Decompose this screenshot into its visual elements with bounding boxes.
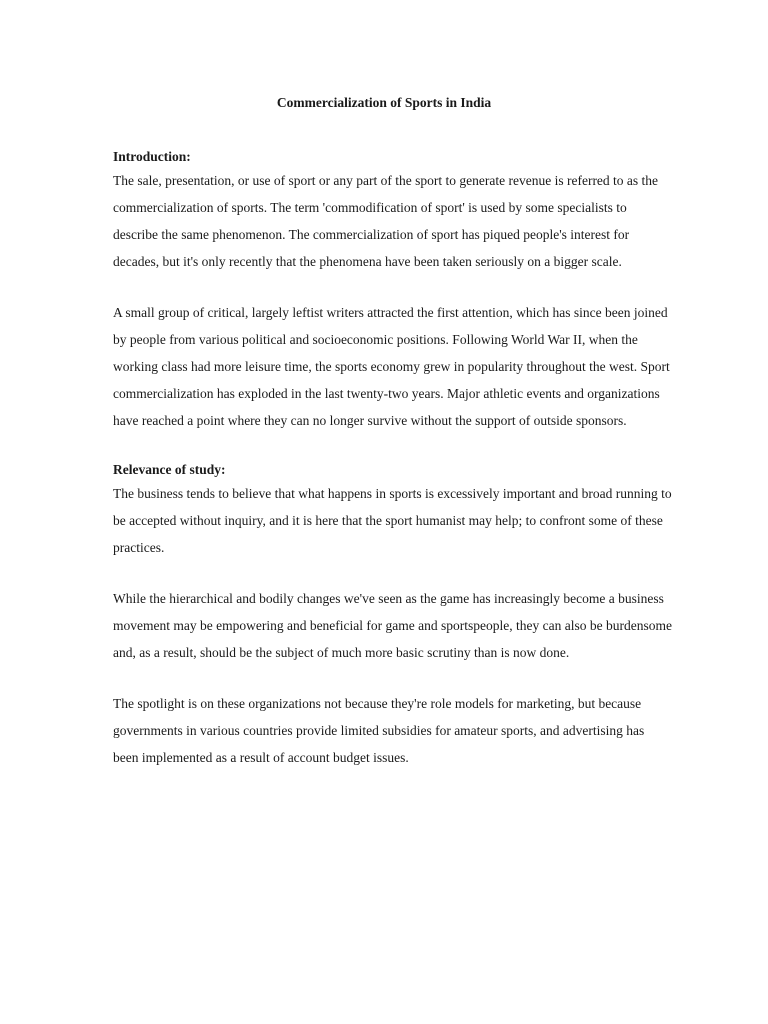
section-relevance-of-study [113,459,673,771]
document-title: Commercialization of Sports in India [276,95,492,110]
paragraph: The business tends to believe that what happens in sports is excessively important and broad running to be accepted without inquiry, and it is here that the sport humanist may help; to confront some of these practices. [113,486,672,555]
section-heading: Introduction: [113,149,191,164]
paragraph: A small group of critical, largely leftist writers attracted the first attention, which has since been joined by people from various political and socioeconomic positions. Following World War II, when the working class had more leisure time, the sports economy grew in popularity throughout the west. Sport commercialization has exploded in the last twenty-two years. Major athletic events and organizations have reached a point where they can no longer survive without the support of outside sponsors. [113,305,670,428]
section-heading: Relevance of study: [113,462,226,477]
paragraph: The sale, presentation, or use of sport or any part of the sport to generate revenue is referred to as the commercialization of sports. The term 'commodification of sport' is used by some specialists to describe the same phenomenon. The commercialization of sport has piqued people's interest for decades, but it's only recently that the phenomena have been taken seriously on a bigger scale. [113,173,659,269]
document-body [113,146,673,771]
paragraph: The spotlight is on these organizations not because they're role models for marketing, but because governments in various countries provide limited subsidies for amateur sports, and advertising has been implemented as a result of account budget issues. [113,696,645,765]
section-introduction [113,146,673,434]
paragraph: While the hierarchical and bodily changes we've seen as the game has increasingly become a business movement may be empowering and beneficial for game and sportspeople, they can also be burdensome and, as a result, should be the subject of much more basic scrutiny than is now done. [113,591,672,660]
